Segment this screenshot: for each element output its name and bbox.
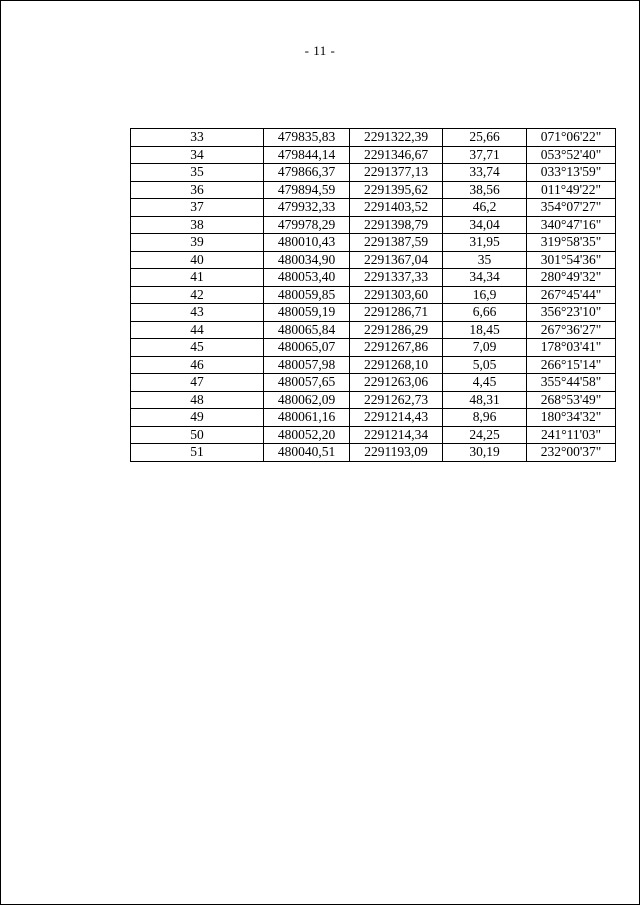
table-row [131, 129, 616, 147]
y-coordinate-cell: 2291262,73 [350, 391, 443, 409]
direction-angle-cell: 301°54'36" [527, 251, 616, 269]
table-row [131, 356, 616, 374]
direction-angle-cell: 053°52'40" [527, 146, 616, 164]
direction-angle-cell: 267°36'27" [527, 321, 616, 339]
coordinates-table [130, 128, 616, 462]
direction-angle-cell: 280°49'32" [527, 269, 616, 287]
y-coordinate-cell: 2291263,06 [350, 374, 443, 392]
table-row [131, 444, 616, 462]
table-row [131, 164, 616, 182]
point-number-cell: 50 [131, 426, 264, 444]
y-coordinate-cell: 2291346,67 [350, 146, 443, 164]
y-coordinate-cell: 2291322,39 [350, 129, 443, 147]
direction-angle-cell: 178°03'41" [527, 339, 616, 357]
table-row [131, 199, 616, 217]
point-number-cell: 48 [131, 391, 264, 409]
point-number-cell: 36 [131, 181, 264, 199]
segment-length-cell: 34,04 [443, 216, 527, 234]
direction-angle-cell: 071°06'22" [527, 129, 616, 147]
segment-length-cell: 8,96 [443, 409, 527, 427]
table-row [131, 304, 616, 322]
x-coordinate-cell: 480061,16 [264, 409, 350, 427]
direction-angle-cell: 266°15'14" [527, 356, 616, 374]
table-row [131, 269, 616, 287]
y-coordinate-cell: 2291367,04 [350, 251, 443, 269]
segment-length-cell: 46,2 [443, 199, 527, 217]
direction-angle-cell: 340°47'16" [527, 216, 616, 234]
table-row [131, 339, 616, 357]
y-coordinate-cell: 2291398,79 [350, 216, 443, 234]
x-coordinate-cell: 480065,07 [264, 339, 350, 357]
table-row [131, 391, 616, 409]
y-coordinate-cell: 2291395,62 [350, 181, 443, 199]
y-coordinate-cell: 2291387,59 [350, 234, 443, 252]
table-row [131, 216, 616, 234]
table-row [131, 234, 616, 252]
x-coordinate-cell: 480059,19 [264, 304, 350, 322]
x-coordinate-cell: 480053,40 [264, 269, 350, 287]
point-number-cell: 39 [131, 234, 264, 252]
x-coordinate-cell: 480059,85 [264, 286, 350, 304]
point-number-cell: 37 [131, 199, 264, 217]
x-coordinate-cell: 479894,59 [264, 181, 350, 199]
segment-length-cell: 30,19 [443, 444, 527, 462]
y-coordinate-cell: 2291268,10 [350, 356, 443, 374]
table-row [131, 146, 616, 164]
table-row [131, 181, 616, 199]
y-coordinate-cell: 2291303,60 [350, 286, 443, 304]
segment-length-cell: 35 [443, 251, 527, 269]
segment-length-cell: 16,9 [443, 286, 527, 304]
segment-length-cell: 34,34 [443, 269, 527, 287]
direction-angle-cell: 241°11'03" [527, 426, 616, 444]
table-row [131, 374, 616, 392]
x-coordinate-cell: 480034,90 [264, 251, 350, 269]
table-row [131, 426, 616, 444]
y-coordinate-cell: 2291267,86 [350, 339, 443, 357]
segment-length-cell: 18,45 [443, 321, 527, 339]
table-row [131, 286, 616, 304]
segment-length-cell: 38,56 [443, 181, 527, 199]
point-number-cell: 44 [131, 321, 264, 339]
segment-length-cell: 31,95 [443, 234, 527, 252]
segment-length-cell: 7,09 [443, 339, 527, 357]
x-coordinate-cell: 480010,43 [264, 234, 350, 252]
point-number-cell: 42 [131, 286, 264, 304]
point-number-cell: 43 [131, 304, 264, 322]
y-coordinate-cell: 2291193,09 [350, 444, 443, 462]
segment-length-cell: 48,31 [443, 391, 527, 409]
x-coordinate-cell: 479978,29 [264, 216, 350, 234]
x-coordinate-cell: 479844,14 [264, 146, 350, 164]
point-number-cell: 38 [131, 216, 264, 234]
segment-length-cell: 4,45 [443, 374, 527, 392]
direction-angle-cell: 033°13'59" [527, 164, 616, 182]
x-coordinate-cell: 479866,37 [264, 164, 350, 182]
x-coordinate-cell: 480040,51 [264, 444, 350, 462]
segment-length-cell: 24,25 [443, 426, 527, 444]
x-coordinate-cell: 480065,84 [264, 321, 350, 339]
x-coordinate-cell: 480062,09 [264, 391, 350, 409]
point-number-cell: 33 [131, 129, 264, 147]
direction-angle-cell: 356°23'10" [527, 304, 616, 322]
table-row [131, 251, 616, 269]
point-number-cell: 51 [131, 444, 264, 462]
point-number-cell: 41 [131, 269, 264, 287]
table-row [131, 409, 616, 427]
direction-angle-cell: 011°49'22" [527, 181, 616, 199]
direction-angle-cell: 319°58'35" [527, 234, 616, 252]
x-coordinate-cell: 479835,83 [264, 129, 350, 147]
point-number-cell: 40 [131, 251, 264, 269]
coordinates-table-body [131, 129, 616, 462]
y-coordinate-cell: 2291403,52 [350, 199, 443, 217]
point-number-cell: 46 [131, 356, 264, 374]
y-coordinate-cell: 2291214,43 [350, 409, 443, 427]
x-coordinate-cell: 480057,65 [264, 374, 350, 392]
x-coordinate-cell: 479932,33 [264, 199, 350, 217]
direction-angle-cell: 268°53'49" [527, 391, 616, 409]
direction-angle-cell: 355°44'58" [527, 374, 616, 392]
y-coordinate-cell: 2291377,13 [350, 164, 443, 182]
segment-length-cell: 37,71 [443, 146, 527, 164]
point-number-cell: 47 [131, 374, 264, 392]
segment-length-cell: 25,66 [443, 129, 527, 147]
direction-angle-cell: 267°45'44" [527, 286, 616, 304]
segment-length-cell: 33,74 [443, 164, 527, 182]
point-number-cell: 45 [131, 339, 264, 357]
x-coordinate-cell: 480057,98 [264, 356, 350, 374]
direction-angle-cell: 354°07'27" [527, 199, 616, 217]
segment-length-cell: 5,05 [443, 356, 527, 374]
point-number-cell: 35 [131, 164, 264, 182]
y-coordinate-cell: 2291286,71 [350, 304, 443, 322]
page-number: - 11 - [304, 43, 336, 58]
y-coordinate-cell: 2291337,33 [350, 269, 443, 287]
y-coordinate-cell: 2291214,34 [350, 426, 443, 444]
segment-length-cell: 6,66 [443, 304, 527, 322]
point-number-cell: 34 [131, 146, 264, 164]
direction-angle-cell: 232°00'37" [527, 444, 616, 462]
point-number-cell: 49 [131, 409, 264, 427]
x-coordinate-cell: 480052,20 [264, 426, 350, 444]
y-coordinate-cell: 2291286,29 [350, 321, 443, 339]
direction-angle-cell: 180°34'32" [527, 409, 616, 427]
table-row [131, 321, 616, 339]
